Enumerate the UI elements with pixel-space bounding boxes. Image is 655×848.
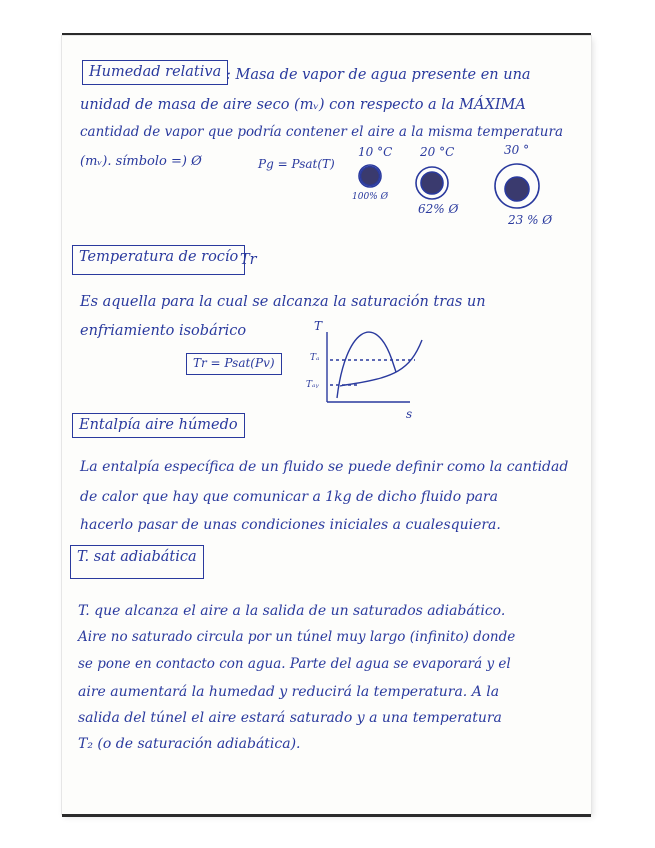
ts-dome xyxy=(337,332,396,398)
entalpia-line-2: de calor que hay que comunicar a 1kg de dicho fluido para xyxy=(80,489,498,505)
entalpia-title: Entalpía aire húmedo xyxy=(72,413,245,438)
rocio-symbol: Tr xyxy=(240,252,257,268)
humedad-title: Humedad relativa xyxy=(82,60,228,85)
adiabatica-line-4: aire aumentará la humedad y reducirá la temperatura. A la xyxy=(78,684,500,700)
adiabatica-line-2: Aire no saturado circula por un túnel muy largo (infinito) donde xyxy=(78,629,516,645)
entalpia-line-3: hacerlo pasar de unas condiciones iniciales a cualesquiera. xyxy=(80,517,501,533)
humedad-line-4: (mᵥ). símbolo =) Ø xyxy=(80,154,202,169)
ts-y-label: T xyxy=(314,319,323,333)
humedad-line-3: cantidad de vapor que podría contener el aire a la misma temperatura xyxy=(80,124,564,140)
rocio-line-1: Es aquella para la cual se alcanza la saturación tras un xyxy=(80,294,486,310)
circle-1-label: 100% Ø xyxy=(352,192,388,202)
adiabatica-line-3: se pone en contacto con agua. Parte del agua se evaporará y el xyxy=(78,656,511,672)
adiabatica-line-6: T₂ (o de saturación adiabática). xyxy=(78,736,301,752)
rocio-title: Temperatura de rocío xyxy=(72,245,245,275)
circle-3-temp: 30 ° xyxy=(504,143,530,157)
circle-2-temp: 20 °C xyxy=(420,145,455,159)
rocio-line-2: enfriamiento isobárico xyxy=(80,323,247,339)
humedad-line-1: : Masa de vapor de agua presente en una xyxy=(226,67,531,83)
circle-1-temp: 10 °C xyxy=(358,145,393,159)
adiabatica-line-5: salida del túnel el aire estará saturado y a una temperatura xyxy=(78,710,502,726)
humedad-line-2: unidad de masa de aire seco (mᵥ) con respecto a la MÁXIMA xyxy=(80,97,526,113)
adiabatica-line-1: T. que alcanza el aire a la salida de un saturados adiabático. xyxy=(78,603,506,619)
entalpia-line-1: La entalpía específica de un fluido se puede definir como la cantidad xyxy=(80,459,569,475)
ts-x-label: s xyxy=(406,407,413,421)
circle-3-label: 23 % Ø xyxy=(508,213,553,227)
circle-2-label: 62% Ø xyxy=(418,202,459,216)
rocio-formula: Tr = Psat(Pv) xyxy=(186,353,282,375)
ts-tx-label: Tₐ xyxy=(310,353,320,363)
ts-isobar xyxy=(340,340,422,386)
adiabatica-title: T. sat adiabática xyxy=(70,545,204,579)
humedad-formula: Pg = Psat(T) xyxy=(258,157,335,171)
ts-tdr-label: Tₐᵧ xyxy=(306,380,319,390)
